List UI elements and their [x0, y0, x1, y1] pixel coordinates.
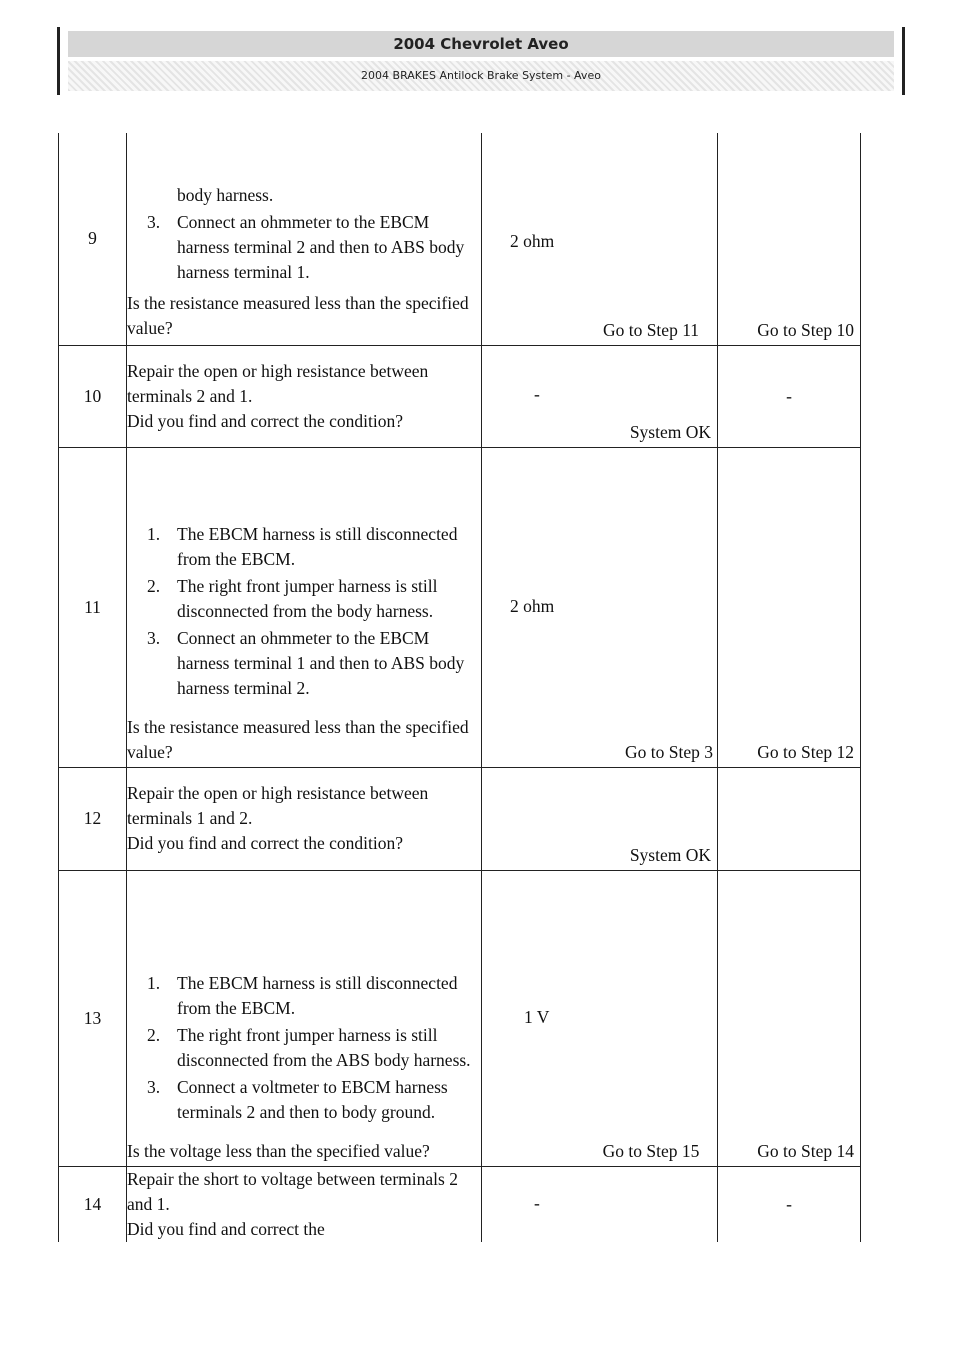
- table-row: [59, 870, 861, 1166]
- spec-value: 2 ohm: [510, 595, 555, 616]
- action-cell: [127, 870, 482, 1166]
- action-list: [127, 522, 481, 701]
- yes-action: Go to Step 15: [602, 1140, 700, 1161]
- action-list: [127, 183, 481, 285]
- yes-action: Go to Step 11: [602, 319, 700, 340]
- table-row: [59, 447, 861, 767]
- action-list: [127, 971, 481, 1125]
- list-item: 2. The right front jumper harness is still disconnected from the body harness.: [147, 575, 438, 621]
- list-item: 1. The EBCM harness is still disconnected from the EBCM.: [147, 523, 458, 569]
- list-item: 3. Connect an ohmmeter to the EBCM harness terminal 1 and then to ABS body harness terminal 2.: [147, 627, 465, 698]
- action-cell: [127, 767, 482, 870]
- spec-value: 1 V: [524, 1006, 550, 1027]
- list-item: 3. Connect an ohmmeter to the EBCM harness terminal 2 and then to ABS body harness terminal 1.: [147, 211, 465, 282]
- list-item: 2. The right front jumper harness is still disconnected from the ABS body harness.: [147, 1024, 471, 1070]
- action-cell: [127, 447, 482, 767]
- repair-text: Repair the open or high resistance between terminals 2 and 1.: [127, 360, 429, 406]
- spec-value: 2 ohm: [510, 231, 555, 251]
- no-action: Go to Step 10: [757, 319, 854, 340]
- yes-action: Go to Step 3: [625, 741, 713, 762]
- list-item: body harness.: [177, 184, 274, 205]
- list-item: 3. Connect a voltmeter to EBCM harness terminals 2 and then to body ground.: [147, 1076, 448, 1122]
- no-action: -: [786, 385, 792, 406]
- repair-text: Repair the short to voltage between terminals 2 and 1.: [127, 1168, 458, 1214]
- step-number: 9: [59, 133, 127, 345]
- action-cell: [127, 1166, 482, 1242]
- no-cell: [718, 447, 861, 767]
- value-cell: [482, 447, 718, 767]
- no-cell: [718, 345, 861, 447]
- list-item: 1. The EBCM harness is still disconnected from the EBCM.: [147, 972, 458, 1018]
- question-text: Did you find and correct the condition?: [127, 410, 404, 431]
- document-header: [57, 27, 905, 95]
- value-cell: [482, 1166, 718, 1242]
- no-cell: [718, 870, 861, 1166]
- action-cell: [127, 345, 482, 447]
- step-number: 13: [59, 870, 127, 1166]
- spec-value: -: [534, 1192, 540, 1213]
- no-action: Go to Step 14: [757, 1140, 854, 1161]
- document-title: 2004 Chevrolet Aveo: [68, 31, 894, 57]
- question-text: Is the resistance measured less than the specified value?: [127, 292, 469, 338]
- no-cell: [718, 767, 861, 870]
- spec-value: -: [534, 383, 540, 404]
- table-row: [59, 345, 861, 447]
- table-row: [59, 133, 861, 345]
- step-number: 10: [59, 345, 127, 447]
- yes-action: System OK: [629, 844, 711, 865]
- document-subtitle: 2004 BRAKES Antilock Brake System - Aveo: [68, 61, 894, 91]
- table-row: [59, 1166, 861, 1242]
- value-cell: [482, 767, 718, 870]
- repair-text: Repair the open or high resistance between terminals 1 and 2.: [127, 783, 429, 828]
- table-row: [59, 767, 861, 870]
- yes-action: System OK: [629, 421, 711, 442]
- diagnostic-table: [58, 133, 861, 1242]
- no-cell: [718, 133, 861, 345]
- value-cell: [482, 133, 718, 345]
- step-number: 14: [59, 1166, 127, 1242]
- step-number: 11: [59, 447, 127, 767]
- step-number: 12: [59, 767, 127, 870]
- value-cell: [482, 345, 718, 447]
- question-text: Did you find and correct the condition?: [127, 833, 404, 853]
- question-text: Did you find and correct the: [127, 1218, 325, 1239]
- question-text: Is the resistance measured less than the specified value?: [127, 716, 469, 762]
- no-action: -: [786, 1193, 792, 1214]
- no-cell: [718, 1166, 861, 1242]
- action-cell: [127, 133, 482, 345]
- no-action: Go to Step 12: [757, 741, 854, 762]
- question-text: Is the voltage less than the specified value?: [127, 1140, 430, 1161]
- value-cell: [482, 870, 718, 1166]
